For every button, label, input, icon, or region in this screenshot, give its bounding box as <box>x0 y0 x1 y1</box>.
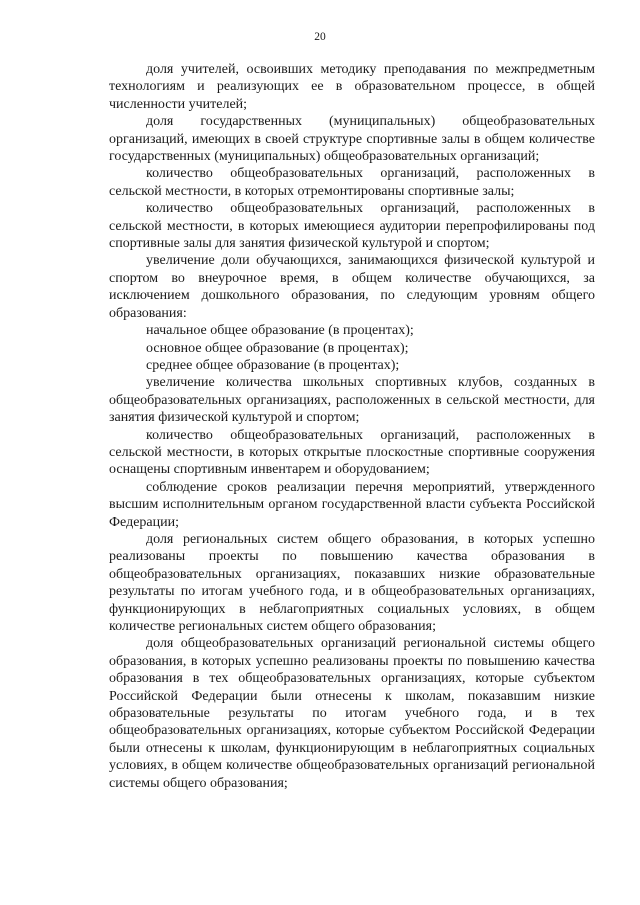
paragraph: количество общеобразовательных организаций, расположенных в сельской местности, в которых отремонтированы спортивные залы; <box>109 166 595 199</box>
paragraph: количество общеобразовательных организаций, расположенных в сельской местности, в которых открытые плоскостные спортивные сооружения оснащены спортивным инвентарем и оборудованием; <box>109 427 595 478</box>
paragraph: количество общеобразовательных организаций, расположенных в сельской местности, в которых имеющиеся аудитории перепрофилированы под спортивные залы для занятия физической культурой и спортом; <box>109 201 595 252</box>
paragraph: увеличение доли обучающихся, занимающихся физической культурой и спортом во внеурочное время, в общем количестве обучающихся, за исключением дошкольного образования, по следующим уровням общего образования: <box>109 253 595 321</box>
document-body <box>109 61 595 792</box>
paragraph: доля учителей, освоивших методику преподавания по межпредметным технологиям и реализующих ее в образовательном процессе, в общей численности учителей; <box>109 62 595 112</box>
paragraph: доля общеобразовательных организаций региональной системы общего образования, в которых успешно реализованы проекты по повышению качества образования в тех общеобразовательных организациях, которые субъектом Российской Федерации были отнесены к школам, показавшим низкие образовательные результаты по итогам учебного года, и в тех общеобразовательных организациях, которые субъектом Российской Федерации были отнесены к школам, функционирующим в неблагоприятных социальных условиях, в общем количестве общеобразовательных организаций региональной системы общего образования; <box>109 636 595 791</box>
list-item: основное общее образование (в процентах); <box>146 340 409 356</box>
paragraph: соблюдение сроков реализации перечня мероприятий, утвержденного высшим исполнительным органом государственной власти субъекта Российской Федерации; <box>109 479 595 530</box>
paragraph: доля региональных систем общего образования, в которых успешно реализованы проекты по повышению качества образования в общеобразовательных организациях, показавших низкие образовательные результаты по итогам учебного года, и в общеобразовательных организациях, функционирующих в неблагоприятных социальных условиях, в общем количестве региональных систем общего образования; <box>109 531 595 634</box>
paragraph: увеличение количества школьных спортивных клубов, созданных в общеобразовательных организациях, расположенных в сельской местности, для занятия физической культурой и спортом; <box>109 375 595 426</box>
list-item: начальное общее образование (в процентах); <box>146 323 414 339</box>
paragraph: доля государственных (муниципальных) общеобразовательных организаций, имеющих в своей структуре спортивные залы в общем количестве государственных (муниципальных) общеобразовательных организаций; <box>109 114 595 165</box>
page-number: 20 <box>314 31 326 43</box>
list-item: среднее общее образование (в процентах); <box>146 357 400 373</box>
